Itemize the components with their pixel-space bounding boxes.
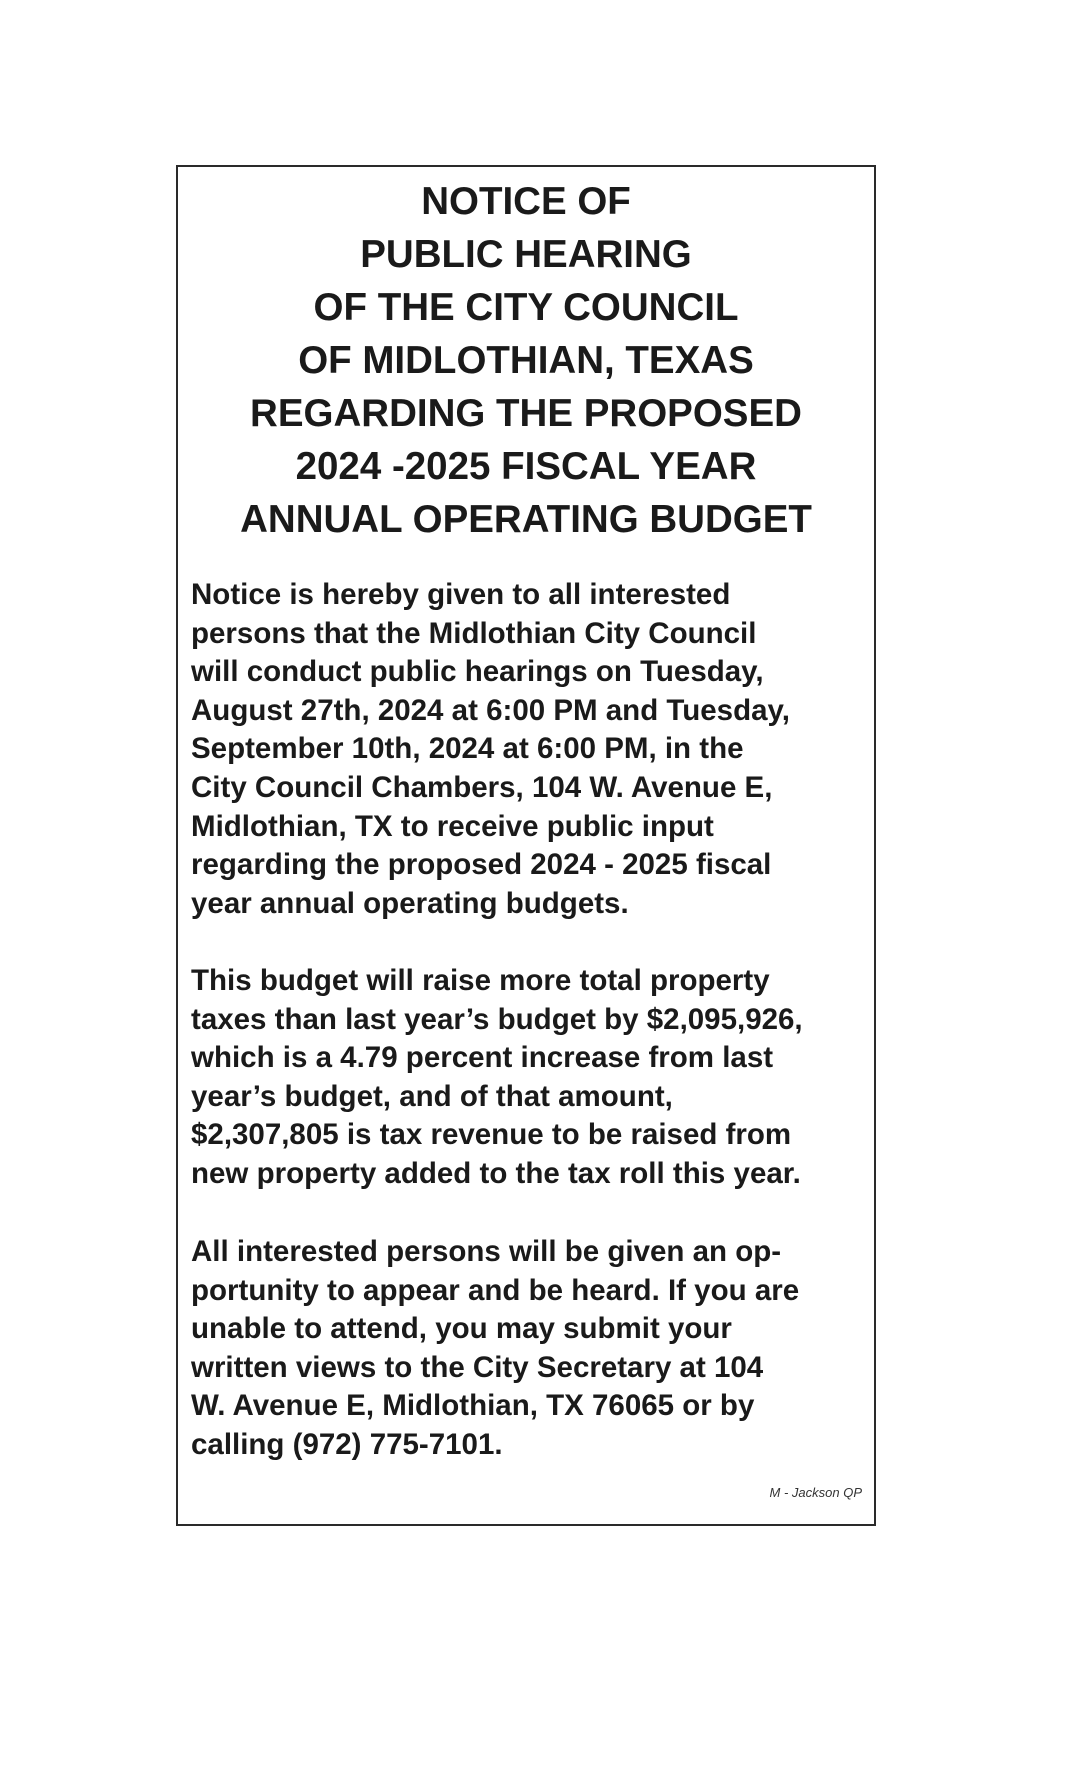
paragraph-line: City Council Chambers, 104 W. Avenue E, bbox=[191, 770, 773, 804]
title-line: REGARDING THE PROPOSED bbox=[250, 392, 802, 435]
title-line: OF THE CITY COUNCIL bbox=[313, 286, 739, 329]
tax-paragraph bbox=[191, 962, 866, 1194]
participation-paragraph bbox=[191, 1233, 866, 1465]
title-line: OF MIDLOTHIAN, TEXAS bbox=[298, 339, 754, 382]
hearing-paragraph bbox=[191, 576, 866, 923]
title-line: ANNUAL OPERATING BUDGET bbox=[240, 498, 812, 541]
notice-title bbox=[178, 175, 874, 546]
paragraph-line: September 10th, 2024 at 6:00 PM, in the bbox=[191, 732, 744, 766]
paragraph-line: unable to attend, you may submit your bbox=[191, 1312, 732, 1346]
paragraph-line: $2,307,805 is tax revenue to be raised from bbox=[191, 1118, 792, 1152]
attribution: M - Jackson QP bbox=[769, 1485, 862, 1500]
paragraph-line: calling (972) 775-7101. bbox=[191, 1427, 503, 1461]
paragraph-line: will conduct public hearings on Tuesday, bbox=[191, 655, 764, 689]
paragraph-line: which is a 4.79 percent increase from last bbox=[191, 1041, 774, 1075]
paragraph-line: August 27th, 2024 at 6:00 PM and Tuesday, bbox=[191, 693, 790, 727]
paragraph-line: All interested persons will be given an op- bbox=[191, 1235, 782, 1268]
paragraph-line: Midlothian, TX to receive public input bbox=[191, 809, 714, 843]
paragraph-line: This budget will raise more total property bbox=[191, 964, 770, 997]
paragraph-line: year’s budget, and of that amount, bbox=[191, 1079, 673, 1113]
title-line: NOTICE OF bbox=[421, 180, 631, 223]
paragraph-line: W. Avenue E, Midlothian, TX 76065 or by bbox=[191, 1389, 755, 1423]
title-line: 2024 -2025 FISCAL YEAR bbox=[295, 445, 757, 488]
paragraph-line: persons that the Midlothian City Council bbox=[191, 616, 757, 650]
paragraph-line: year annual operating budgets. bbox=[191, 886, 629, 920]
paragraph-line: new property added to the tax roll this year. bbox=[191, 1156, 801, 1190]
paragraph-line: portunity to appear and be heard. If you are bbox=[191, 1273, 800, 1307]
paragraph-line: Notice is hereby given to all interested bbox=[191, 578, 731, 611]
notice-box bbox=[176, 165, 876, 1526]
title-line: PUBLIC HEARING bbox=[360, 233, 692, 276]
paragraph-line: written views to the City Secretary at 104 bbox=[191, 1350, 764, 1384]
paragraph-line: taxes than last year’s budget by $2,095,926, bbox=[191, 1002, 803, 1036]
paragraph-line: regarding the proposed 2024 - 2025 fiscal bbox=[191, 848, 772, 882]
